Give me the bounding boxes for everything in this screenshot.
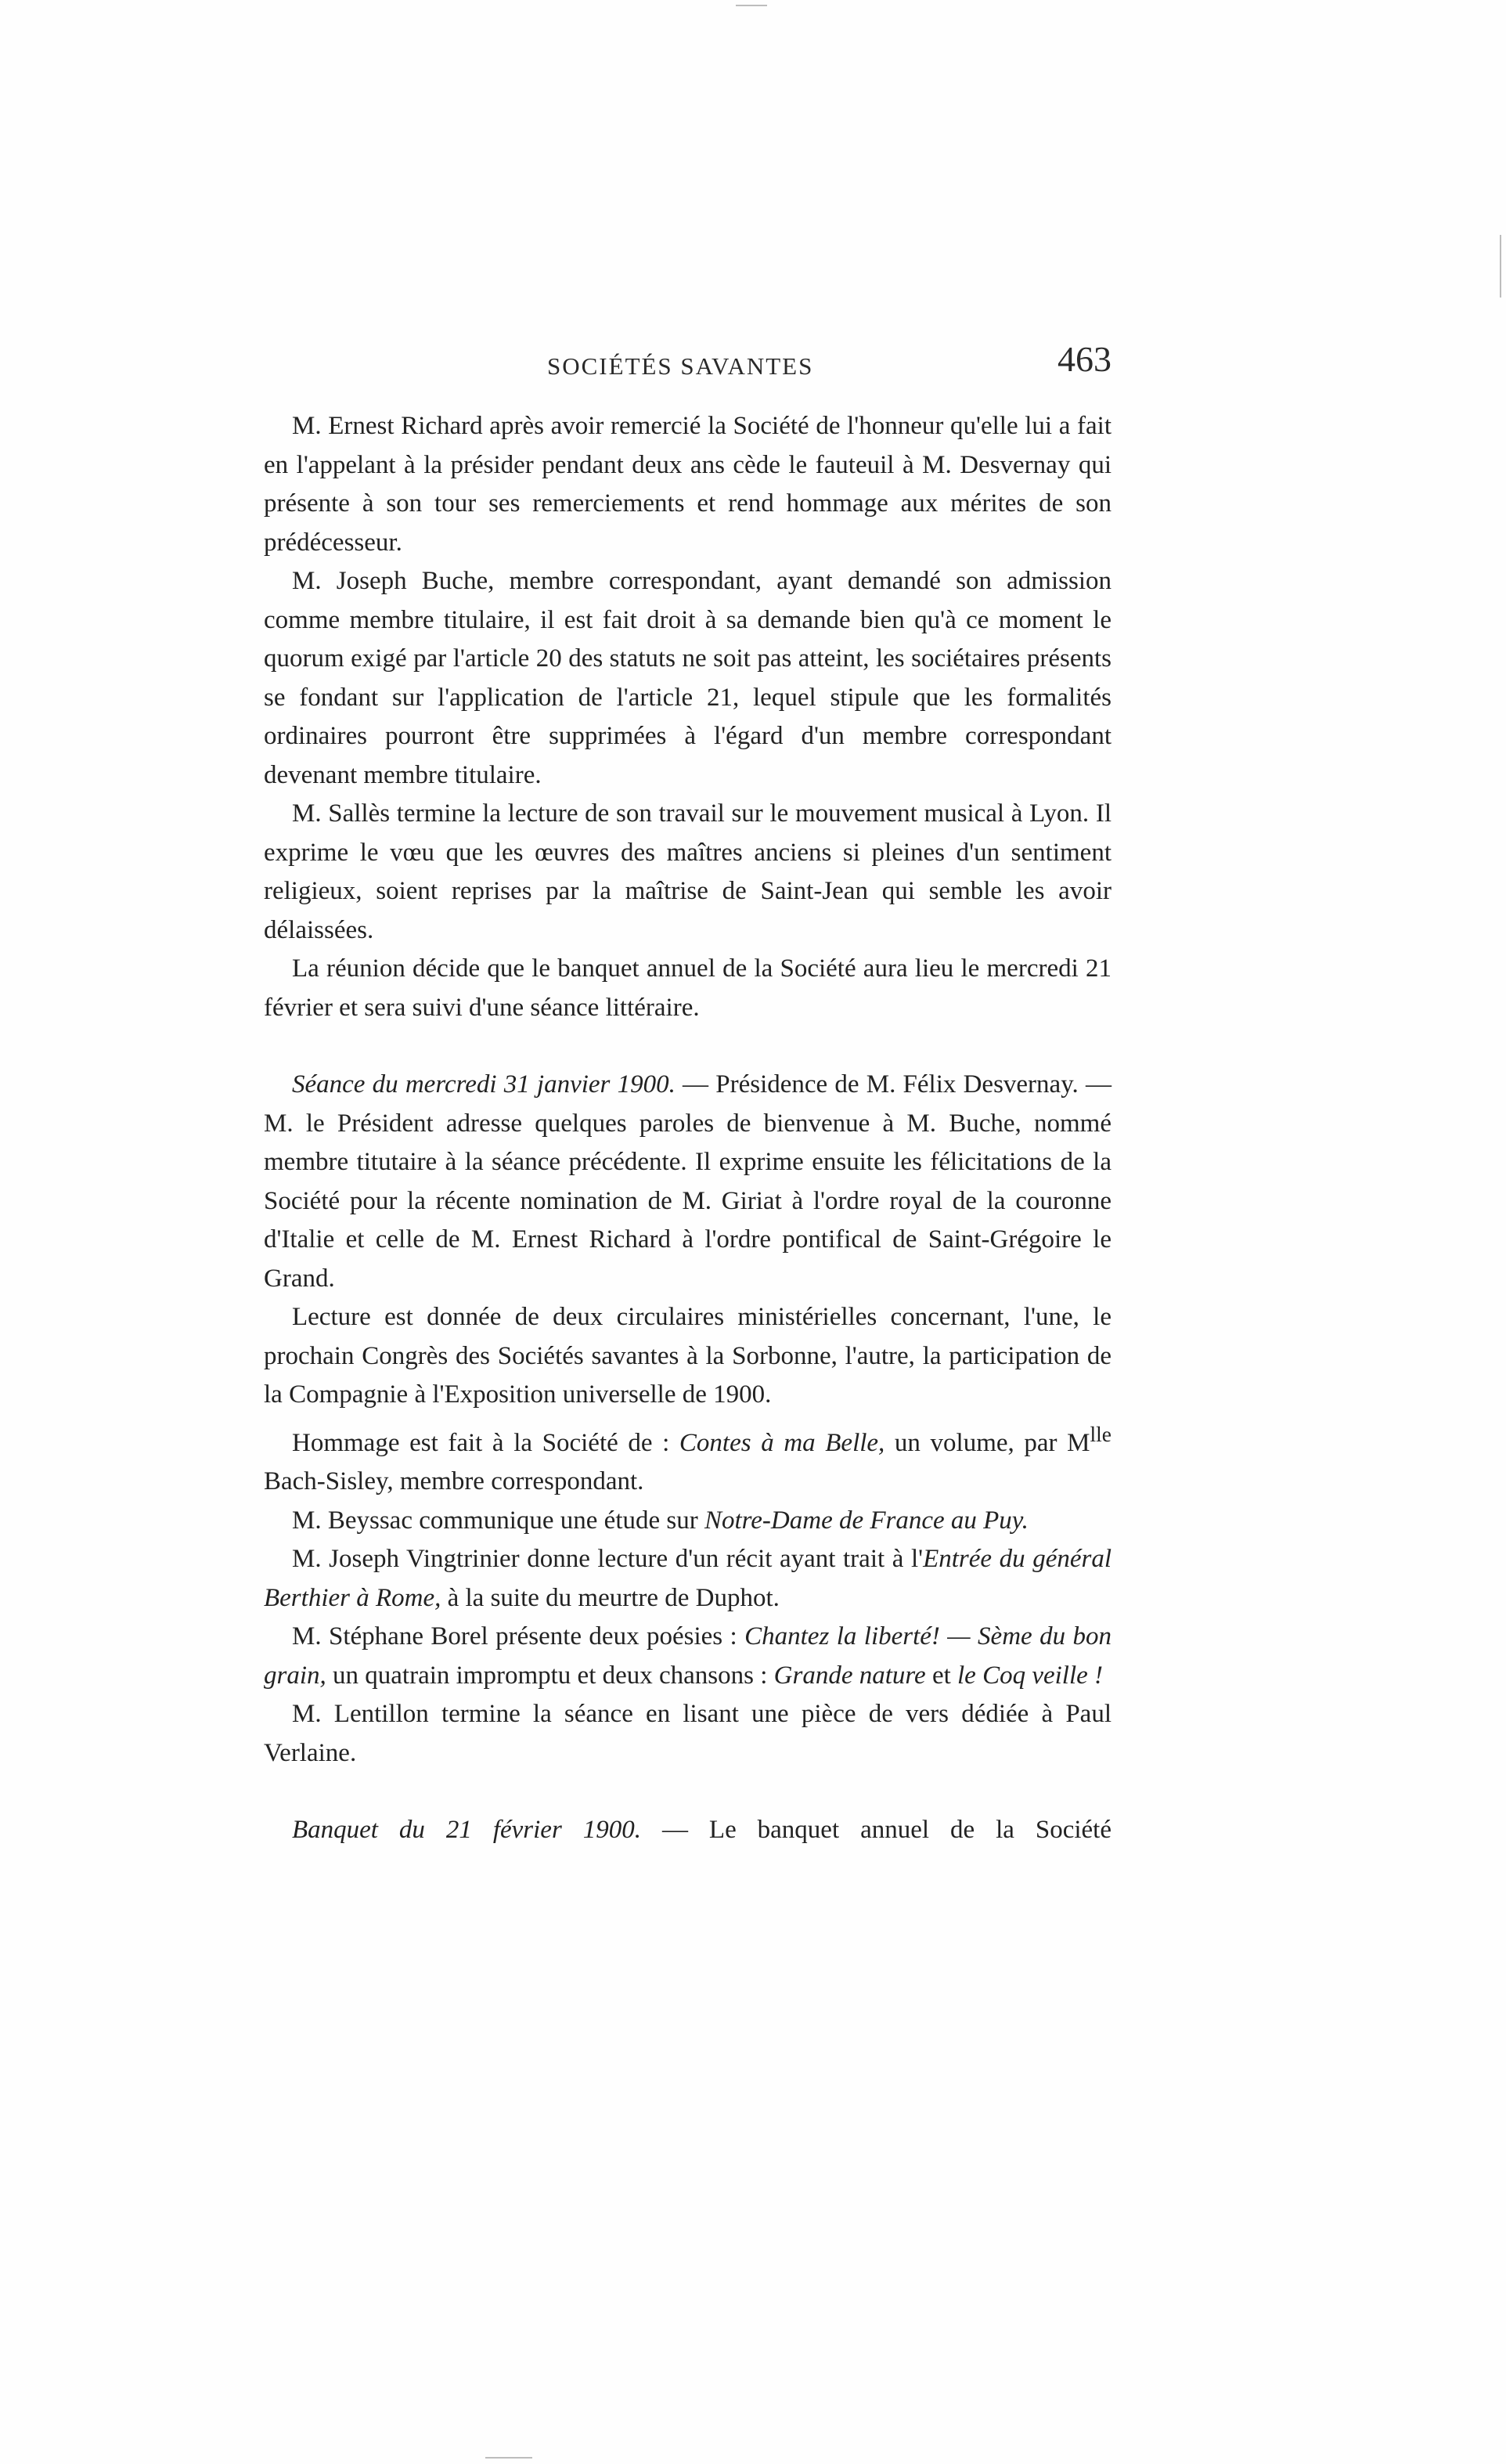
paragraph-circulaires: Lecture est donnée de deux circulaires ministérielles concernant, l'une, le prochain Congrès des Sociétés savantes à la Sorbonne, l'autre, la participation de la Compagnie à l'Exposition universelle de 1900. [264, 1303, 1111, 1409]
banquet-heading: Banquet du 21 février 1900. [292, 1816, 641, 1844]
borel-text-c: et [925, 1661, 958, 1690]
borel-title-3: le Coq veille ! [957, 1661, 1104, 1690]
hommage-text-b: un volume, par M [885, 1428, 1090, 1457]
hommage-text-a: Hommage est fait à la Société de : [292, 1428, 679, 1457]
paragraph-buche: M. Joseph Buche, membre correspondant, ayant demandé son admission comme membre titulaire, il est fait droit à sa demande bien qu'à ce moment le quorum exigé par l'article 20 des statuts ne soit pas atteint, les sociétaires présents se fondant sur l'application de l'article 21, lequel stipule que les formalités ordinaires pourront être supprimées à l'égard d'un membre correspondant devenant membre titulaire. [264, 567, 1111, 789]
paragraph-borel [264, 1618, 1111, 1695]
running-title: SOCIÉTÉS SAVANTES [547, 352, 814, 380]
borel-title-1: Chantez la liberté! — Sème du bon grain, [264, 1622, 1111, 1690]
hommage-sup: lle [1090, 1421, 1111, 1446]
scan-mark-bottom [485, 2457, 532, 2459]
paragraph-vingtrinier [264, 1540, 1111, 1618]
paragraph-richard: M. Ernest Richard après avoir remercié la Société de l'honneur qu'elle lui a fait en l'appelant à la présider pendant deux ans cède le fauteuil à M. Desvernay qui présente à son tour ses remerciements et rend hommage aux mérites de son prédécesseur. [264, 412, 1111, 557]
borel-text-b: un quatrain impromptu et deux chansons : [326, 1661, 774, 1690]
paragraph-banquet-decision: La réunion décide que le banquet annuel de la Société aura lieu le mercredi 21 février et sera suivi d'une séance littéraire. [264, 954, 1111, 1022]
beyssac-title: Notre-Dame de France au Puy. [704, 1506, 1029, 1535]
seance-heading: Séance du mercredi 31 janvier 1900. [292, 1070, 676, 1099]
body-text [264, 407, 1111, 1850]
banquet-text: — Le banquet annuel de la Société [641, 1816, 1111, 1844]
borel-title-2: Grande nature [773, 1661, 926, 1690]
borel-text-a: M. Stéphane Borel présente deux poésies : [292, 1622, 745, 1650]
paragraph-hommage [264, 1415, 1111, 1502]
vingtrinier-text-a: M. Joseph Vingtrinier donne lecture d'un récit ayant trait à l' [292, 1545, 924, 1573]
hommage-title: Contes à ma Belle, [679, 1428, 885, 1457]
paragraph-lentillon: M. Lentillon termine la séance en lisant une pièce de vers dédiée à Paul Verlaine. [264, 1700, 1111, 1767]
scan-mark-right [1500, 235, 1501, 298]
paragraph-salles: M. Sallès termine la lecture de son travail sur le mouvement musical à Lyon. Il exprime le vœu que les œuvres des maîtres anciens si pleines d'un sentiment religieux, soient reprises par la maîtrise de Saint-Jean qui semble les avoir délaissées. [264, 799, 1111, 944]
paragraph-beyssac [264, 1502, 1111, 1541]
vingtrinier-title: Entrée du général Berthier à Rome, [264, 1545, 1111, 1612]
vingtrinier-text-b: à la suite du meurtre de Duphot. [441, 1583, 780, 1612]
seance-intro: — Présidence de M. Félix Desvernay. — M. le Président adresse quelques paroles de bienvenue à M. Buche, nommé membre titutaire à la séance précédente. Il exprime ensuite les félicitations de la Société pour la récente nomination de M. Giriat à l'ordre royal de la couronne d'Italie et celle de M. Ernest Richard à l'ordre pontifical de Saint-Grégoire le Grand. [264, 1070, 1112, 1293]
beyssac-text: M. Beyssac communique une étude sur [292, 1506, 704, 1535]
page-header [264, 332, 1111, 395]
hommage-text-c: Bach-Sisley, membre correspondant. [264, 1467, 644, 1495]
scan-mark-top [736, 5, 767, 6]
page-number: 463 [1057, 339, 1111, 379]
paragraph-seance-31-janvier [264, 1066, 1111, 1298]
paragraph-banquet-21-fevrier [264, 1811, 1111, 1850]
